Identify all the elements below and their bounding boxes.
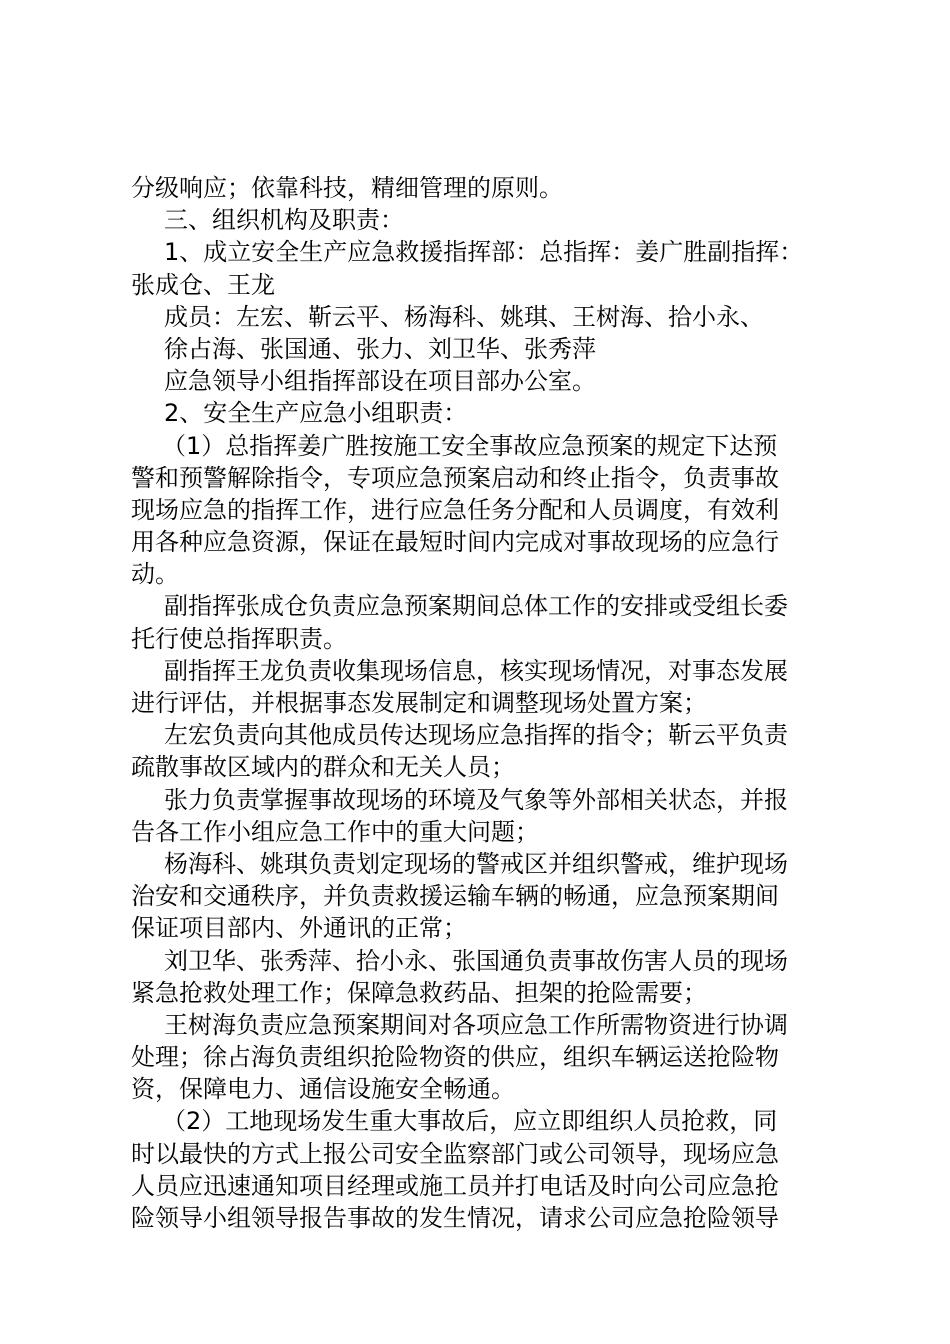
text-line: 治安和交通秩序，并负责救援运输车辆的畅通，应急预案期间	[131, 882, 779, 911]
text-line: 张力负责掌握事故现场的环境及气象等外部相关状态，并报	[164, 785, 788, 814]
text-line: 徐占海、张国通、张力、刘卫华、张秀萍	[164, 334, 596, 363]
text-line: 应急领导小组指挥部设在项目部办公室。	[164, 367, 596, 396]
text-line: 副指挥张成仓负责应急预案期间总体工作的安排或受组长委	[164, 592, 788, 621]
text-line: 托行使总指挥职责。	[131, 624, 347, 653]
text-line: 告各工作小组应急工作中的重大问题；	[131, 817, 539, 846]
text-line: 疏散事故区域内的群众和无关人员；	[131, 753, 515, 782]
text-line: 警和预警解除指令，专项应急预案启动和终止指令，负责事故	[131, 463, 779, 492]
text-line: 刘卫华、张秀萍、拾小永、张国通负责事故伤害人员的现场	[164, 946, 788, 975]
text-line: （2）工地现场发生重大事故后，应立即组织人员抢救，同	[162, 1107, 778, 1136]
text-line: 人员应迅速通知项目经理或施工员并打电话及时向公司应急抢	[131, 1171, 779, 1200]
text-line: 杨海科、姚琪负责划定现场的警戒区并组织警戒，维护现场	[164, 849, 788, 878]
text-line: 副指挥王龙负责收集现场信息，核实现场情况，对事态发展	[164, 656, 788, 685]
text-line: 2、安全生产应急小组职责：	[164, 399, 468, 428]
text-line: 资，保障电力、通信设施安全畅通。	[131, 1075, 515, 1104]
text-line: 用各种应急资源，保证在最短时间内完成对事故现场的应急行	[131, 528, 779, 557]
text-line: 1、成立安全生产应急救援指挥部：总指挥：姜广胜副指挥：	[164, 238, 804, 267]
text-line: 进行评估，并根据事态发展制定和调整现场处置方案；	[131, 689, 707, 717]
text-line: 紧急抢救处理工作；保障急救药品、担架的抢险需要；	[131, 978, 707, 1007]
document-body	[131, 172, 831, 1234]
text-line: 动。	[131, 560, 179, 589]
text-line: 成员：左宏、靳云平、杨海科、姚琪、王树海、拾小永、	[164, 302, 764, 331]
text-line: 时以最快的方式上报公司安全监察部门或公司领导，现场应急	[131, 1139, 779, 1168]
text-line: 现场应急的指挥工作，进行应急任务分配和人员调度，有效利	[131, 495, 779, 524]
text-line: 险领导小组领导报告事故的发生情况，请求公司应急抢险领导	[131, 1204, 779, 1232]
section-heading: 三、组织机构及职责：	[164, 206, 404, 235]
text-line: 保证项目部内、外通讯的正常；	[131, 914, 467, 943]
text-line: 王树海负责应急预案期间对各项应急工作所需物资进行协调	[164, 1010, 788, 1039]
text-line: 处理；徐占海负责组织抢险物资的供应，组织车辆运送抢险物	[131, 1043, 779, 1072]
text-line: 张成仓、王龙	[131, 270, 275, 299]
text-line: （1）总指挥姜广胜按施工安全事故应急预案的规定下达预	[162, 431, 778, 460]
text-line: 左宏负责向其他成员传达现场应急指挥的指令；靳云平负责	[164, 721, 788, 750]
text-line: 分级响应；依靠科技，精细管理的原则。	[131, 174, 563, 202]
